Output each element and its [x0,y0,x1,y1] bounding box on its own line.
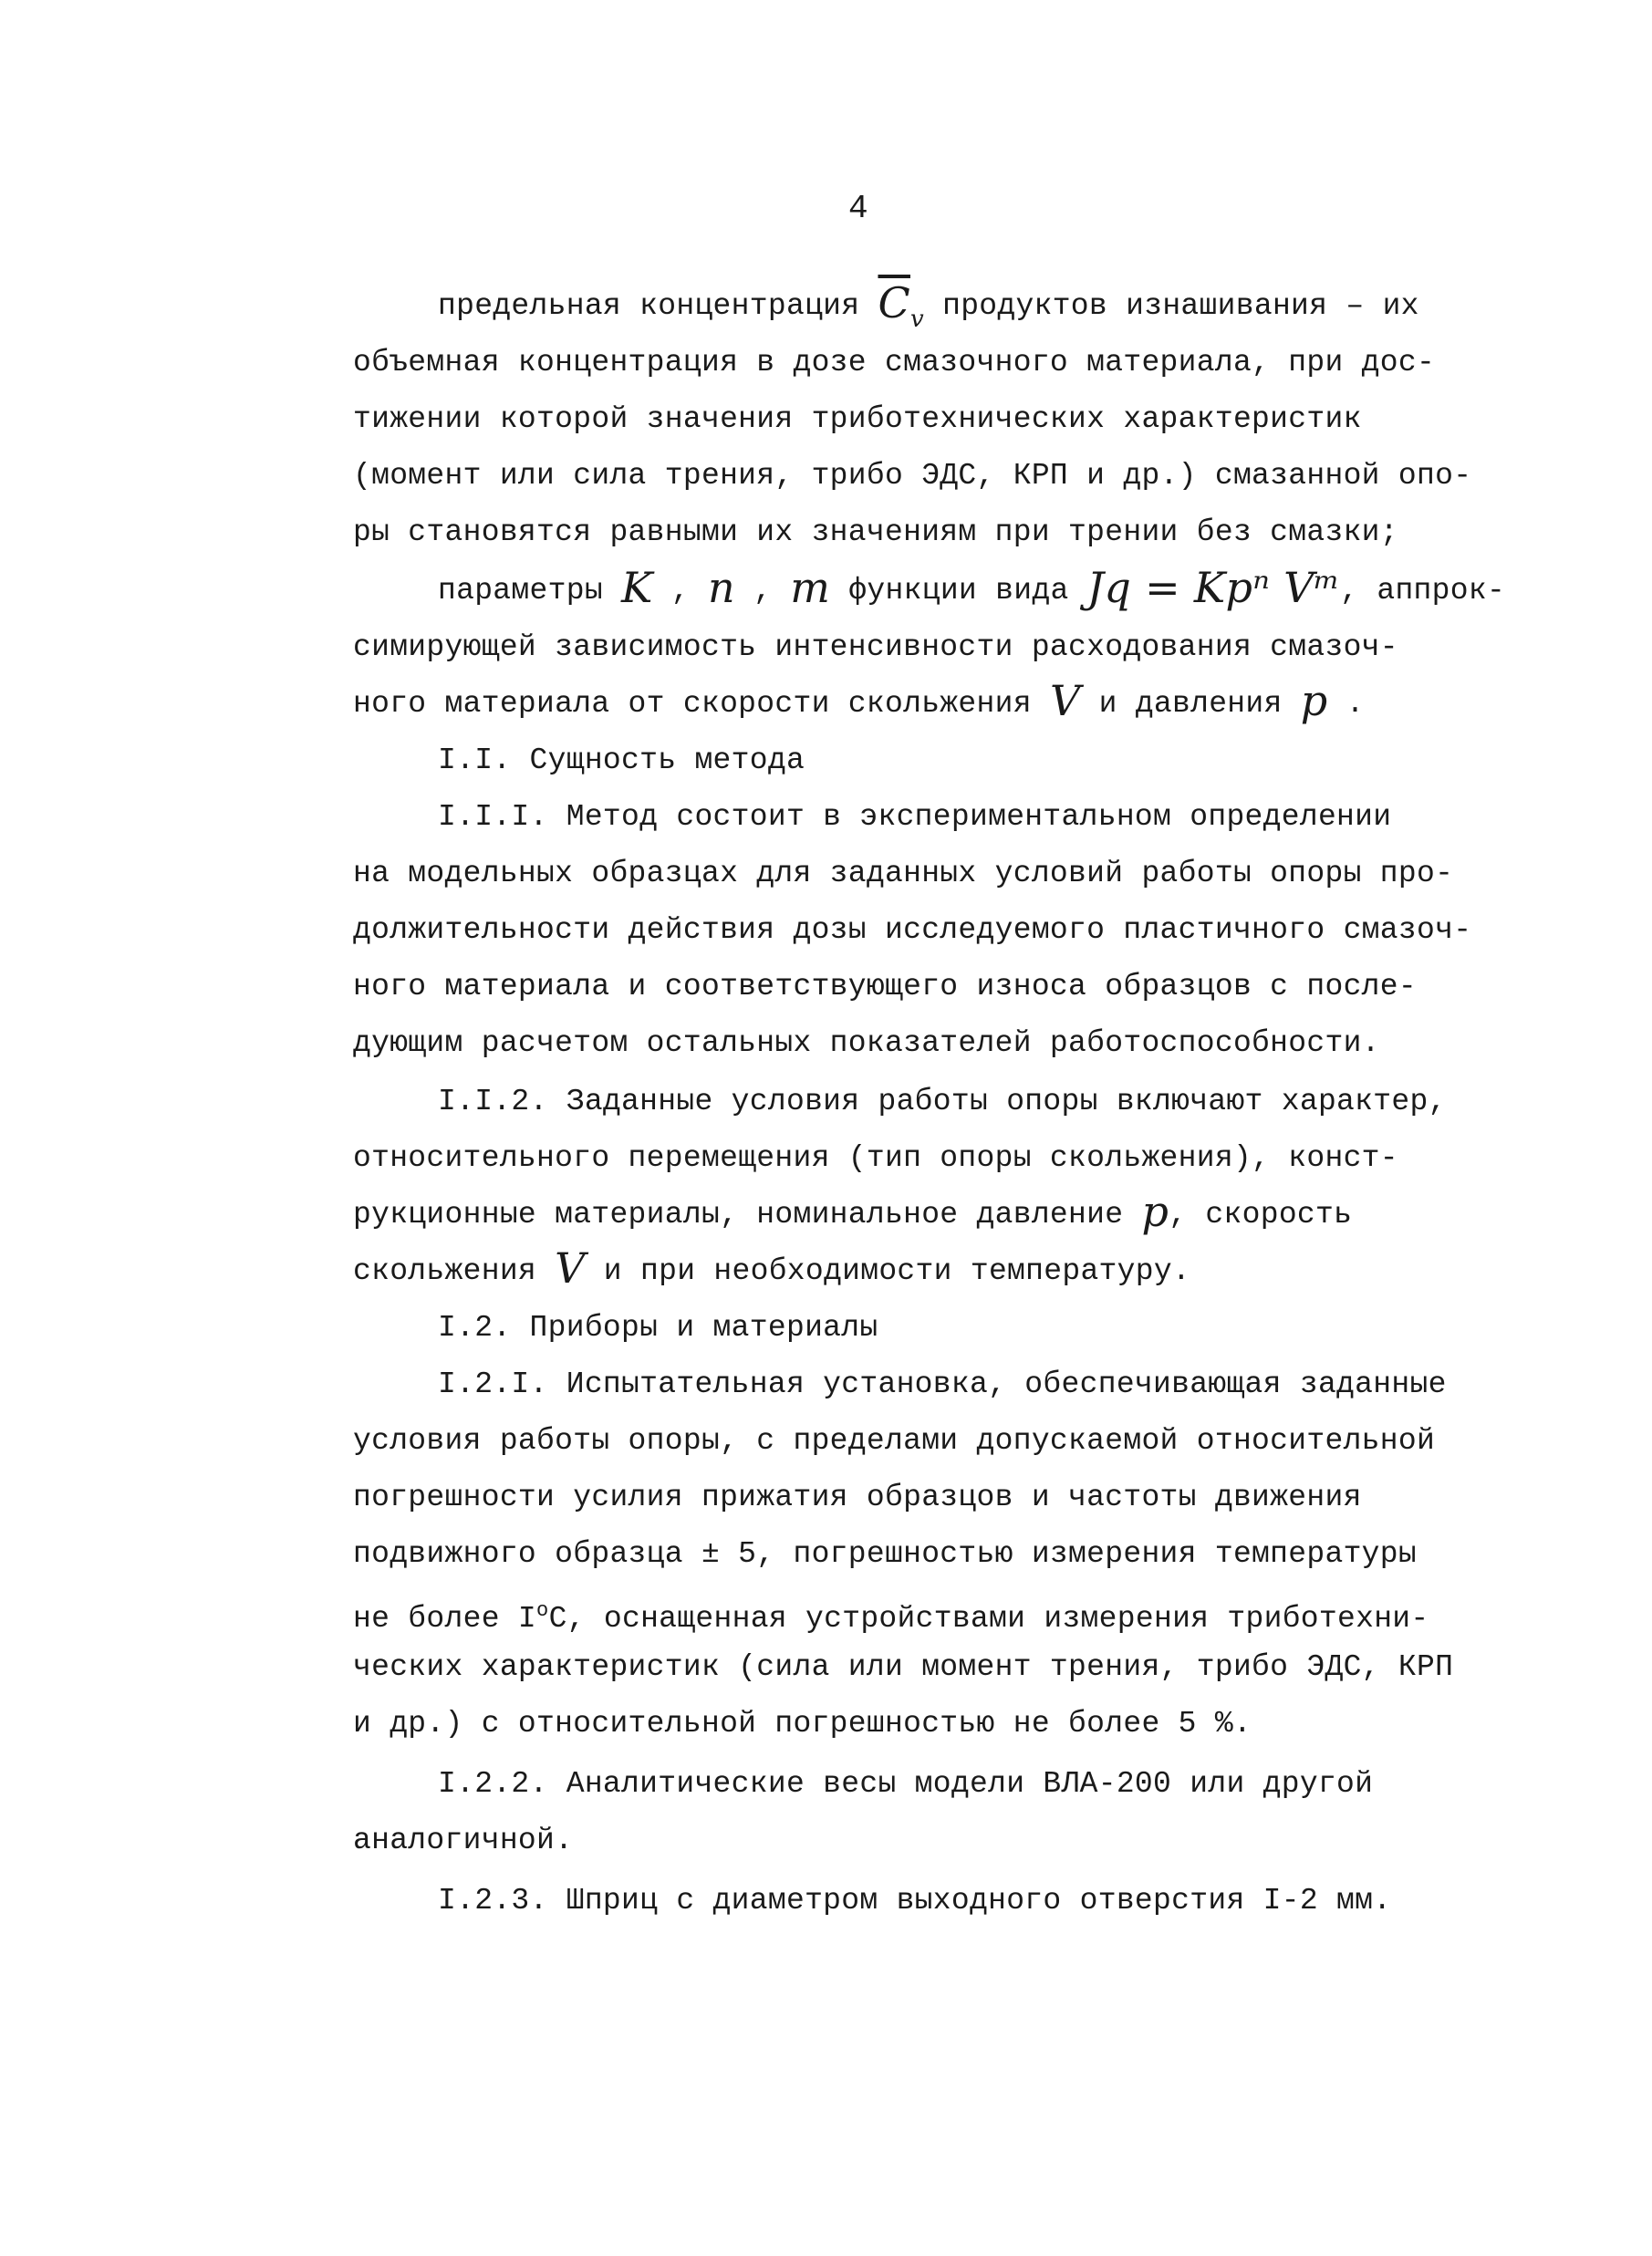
text-line: и др.) с относительной погрешностью не более 5 %. [353,1707,1252,1741]
text-line: симирующей зависимость интенсивности расходования смазоч- [353,630,1398,664]
math-symbol-p: p [1300,676,1328,725]
text-line: условия работы опоры, с пределами допускаемой относительной [353,1424,1436,1458]
text-line [438,278,1419,335]
degree-superscript: o [536,1599,549,1622]
text-fragment: продуктов изнашивания – их [923,289,1419,323]
text-fragment: параметры [438,574,622,608]
section-heading: I.2. Приборы и материалы [438,1311,878,1345]
text-line: объемная концентрация в дозе смазочного материала, при дос- [353,346,1436,379]
text-line: I.2.3. Шприц с диаметром выходного отверстия I-2 мм. [438,1884,1392,1918]
math-symbol-v: V [555,1243,586,1293]
text-line: I.I.2. Заданные условия работы опоры включают характер, [438,1085,1447,1118]
text-line: аналогичной. [353,1824,574,1857]
section-heading: I.I. Сущность метода [438,743,805,777]
text-line: на модельных образцах для заданных условий работы опоры про- [353,857,1454,890]
text-fragment: и при необходимости температуру. [585,1254,1191,1288]
page-number: 4 [848,190,868,227]
text-line: I.2.I. Испытательная установка, обеспечивающая заданные [438,1367,1447,1401]
text-line [353,676,1365,733]
text-line: погрешности усилия прижатия образцов и частоты движения [353,1481,1362,1514]
math-subscript: v [909,306,924,334]
text-fragment: и давления [1080,687,1301,721]
text-line: ческих характеристик (сила или момент трения, трибо ЭДС, КРП [353,1650,1454,1684]
math-symbol-m: m [790,563,831,612]
text-fragment: , аппрок- [1340,574,1506,608]
text-line: ного материала и соответствующего износа образцов с после- [353,970,1417,1003]
text-line [353,1583,1429,1639]
text-fragment: предельная концентрация [438,289,878,323]
math-symbol-v: V [1049,676,1081,725]
math-symbol-p: p [1141,1187,1169,1236]
text-fragment: рукционные материалы, номинальное давление [353,1198,1142,1232]
text-line: (момент или сила трения, трибо ЭДС, КРП и др.) смазанной опо- [353,459,1472,493]
text-line [353,1187,1352,1243]
math-symbol-n: n [708,563,735,612]
text-line [353,1243,1190,1300]
math-symbol-k: K [621,563,653,612]
text-line: ры становятся равными их значениям при трении без смазки; [353,515,1398,549]
text-fragment: , [734,574,791,608]
text-line: должительности действия дозы исследуемого пластичного смазоч- [353,913,1472,947]
text-line: тижении которой значения триботехнических характеристик [353,402,1362,436]
math-formula: Jq = Kpⁿ Vᵐ [1086,563,1341,612]
text-fragment: , скорость [1169,1198,1353,1232]
text-line: относительного перемещения (тип опоры скольжения), конст- [353,1141,1398,1175]
text-line: I.I.I. Метод состоит в экспериментальном определении [438,800,1392,834]
text-fragment: скольжения [353,1254,556,1288]
math-symbol-c-bar: $\overline{C}$ [878,278,910,327]
text-fragment: функции вида [830,574,1087,608]
text-fragment: не более I [353,1602,537,1636]
text-line: I.2.2. Аналитические весы модели ВЛА-200 или другой [438,1767,1374,1801]
math-symbol [878,278,924,334]
text-line: подвижного образца ± 5, погрешностью измерения температуры [353,1537,1417,1571]
text-line [438,563,1505,619]
text-fragment: , [652,574,709,608]
text-fragment: С, оснащенная устройствами измерения триботехни- [548,1602,1429,1636]
text-fragment: . [1327,687,1365,721]
text-line: дующим расчетом остальных показателей работоспособности. [353,1026,1380,1060]
text-fragment: ного материала от скорости скольжения [353,687,1050,721]
